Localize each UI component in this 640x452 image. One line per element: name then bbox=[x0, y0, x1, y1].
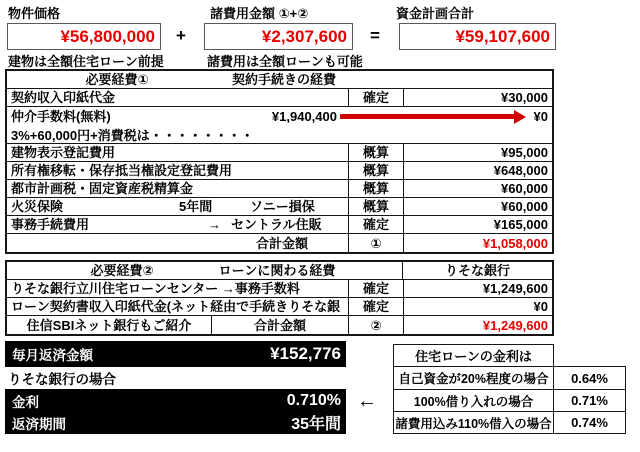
rate-case-value: 0.74% bbox=[571, 415, 608, 430]
insurance-provider: ソニー損保 bbox=[250, 199, 315, 214]
row-amount: ¥0 bbox=[533, 299, 548, 314]
note-building-loan: 建物は全額住宅ローン前提 bbox=[8, 54, 164, 69]
bank-name: りそな銀行 bbox=[402, 262, 552, 279]
row-amount: ¥60,000 bbox=[501, 181, 548, 196]
brokerage-label: 仲介手数料(無料) bbox=[11, 109, 111, 124]
table-row bbox=[7, 297, 552, 315]
row-amount: ¥60,000 bbox=[501, 199, 548, 214]
table2-total-row bbox=[7, 315, 552, 334]
plus-sign: + bbox=[176, 26, 186, 45]
total-mark: ① bbox=[348, 234, 404, 252]
expense-table-1-header bbox=[7, 71, 552, 88]
rate-case-value: 0.64% bbox=[571, 370, 608, 386]
row-label: 事務手続費用 bbox=[11, 217, 90, 232]
plan-total-box bbox=[399, 23, 556, 50]
expense-table-1 bbox=[5, 69, 554, 254]
insurance-term: 5年間 bbox=[179, 199, 213, 214]
property-price-value: ¥56,800,000 bbox=[60, 26, 155, 46]
rate-case-label: 自己資金が20%程度の場合 bbox=[394, 367, 554, 389]
rate-case-value: 0.71% bbox=[571, 393, 608, 408]
row-status: 確定 bbox=[348, 89, 404, 106]
fees-total-value: ¥2,307,600 bbox=[261, 26, 347, 46]
right-arrow-glyph: → bbox=[208, 217, 221, 232]
brokerage-note: 3%+60,000円+消費税は・・・・・・・・ bbox=[11, 127, 254, 143]
monthly-repayment-label: 毎月返済金額 bbox=[12, 348, 93, 363]
interest-rate-value: 0.710% bbox=[286, 391, 341, 409]
brokerage-new-value: ¥0 bbox=[533, 109, 548, 124]
row-amount: ¥1,249,600 bbox=[482, 281, 548, 296]
table1-total-row bbox=[7, 233, 552, 252]
total-amount: ¥1,249,600 bbox=[482, 317, 548, 333]
bank-case-note: りそな銀行の場合 bbox=[8, 372, 116, 387]
row-amount: ¥95,000 bbox=[501, 145, 548, 160]
monthly-repayment-value: ¥152,776 bbox=[270, 344, 341, 363]
rate-case-label: 諸費用込み110%借入の場合 bbox=[394, 412, 554, 433]
row-status: 概算 bbox=[348, 180, 404, 197]
repayment-period-value: 35年間 bbox=[291, 416, 341, 433]
fees-total-label: 諸費用金額 ①+② bbox=[210, 6, 309, 21]
fees-total-box bbox=[204, 23, 353, 50]
row-label: 所有権移転・保存抵当権設定登記費用 bbox=[11, 163, 233, 178]
table1-title: 必要経費① bbox=[85, 72, 149, 87]
row-label: りそな銀行立川住宅ローンセンター →事務手数料 bbox=[11, 281, 300, 296]
rate-period-box bbox=[5, 389, 346, 434]
admin-fee-row bbox=[7, 215, 552, 233]
plan-total-value: ¥59,107,600 bbox=[455, 26, 550, 46]
brokerage-old-value: ¥1,940,400 bbox=[271, 109, 337, 124]
row-status: 確定 bbox=[348, 298, 404, 315]
row-label: 契約収入印紙代金 bbox=[11, 90, 116, 105]
table-row bbox=[7, 143, 552, 161]
row-status: 概算 bbox=[348, 162, 404, 179]
table-row bbox=[7, 179, 552, 197]
rate-table-row bbox=[394, 411, 625, 433]
table-row bbox=[7, 161, 552, 179]
interest-rate-label: 金利 bbox=[12, 394, 39, 410]
rate-table-title: 住宅ローンの金利は bbox=[393, 344, 554, 367]
repayment-period-row bbox=[5, 412, 346, 434]
interest-rate-row bbox=[5, 390, 346, 412]
row-label: ローン契約書収入印紙代金(ネット経由で手続きりそな銀 bbox=[11, 299, 341, 314]
table1-subtitle: 契約手続きの経費 bbox=[231, 72, 336, 87]
admin-company: セントラル住販 bbox=[231, 217, 322, 232]
total-mark: ② bbox=[348, 316, 404, 334]
table-row bbox=[7, 279, 552, 297]
left-arrow-icon: ← bbox=[357, 390, 377, 412]
expense-table-2 bbox=[5, 260, 554, 336]
rate-table-row bbox=[394, 389, 625, 411]
row-amount: ¥30,000 bbox=[501, 90, 548, 105]
row-status: 概算 bbox=[348, 144, 404, 161]
row-status: 確定 bbox=[348, 280, 404, 297]
rate-case-label: 100%借り入れの場合 bbox=[394, 390, 554, 411]
row-label: 火災保険 bbox=[11, 199, 64, 214]
table-row bbox=[7, 88, 552, 106]
table2-title: 必要経費② bbox=[90, 263, 154, 278]
repayment-period-label: 返済期間 bbox=[12, 416, 66, 432]
monthly-repayment-box bbox=[5, 341, 346, 367]
expense-table-2-header bbox=[7, 262, 552, 279]
brokerage-row bbox=[7, 106, 552, 143]
total-amount: ¥1,058,000 bbox=[482, 235, 548, 251]
property-price-label: 物件価格 bbox=[8, 6, 61, 21]
equals-sign: = bbox=[370, 26, 380, 45]
sbi-referral-note: 住信SBIネット銀行もご紹介 bbox=[7, 316, 212, 334]
row-amount: ¥165,000 bbox=[493, 217, 548, 232]
row-label: 都市計画税・固定資産税精算金 bbox=[11, 181, 194, 196]
row-label: 建物表示登記費用 bbox=[11, 145, 116, 160]
row-status: 確定 bbox=[348, 216, 404, 233]
red-right-arrow-icon bbox=[340, 110, 526, 124]
table2-subtitle: ローンに関わる経費 bbox=[218, 263, 336, 278]
total-label: 合計金額 bbox=[253, 317, 306, 333]
row-status: 概算 bbox=[348, 198, 404, 215]
fire-insurance-row bbox=[7, 197, 552, 215]
rate-table bbox=[393, 366, 626, 434]
plan-total-label: 資金計画合計 bbox=[396, 6, 475, 21]
note-fees-loan: 諸費用は全額ローンも可能 bbox=[207, 54, 363, 69]
property-price-box bbox=[7, 23, 161, 50]
row-amount: ¥648,000 bbox=[493, 163, 548, 178]
rate-table-row bbox=[394, 367, 625, 389]
total-label: 合計金額 bbox=[255, 235, 308, 251]
